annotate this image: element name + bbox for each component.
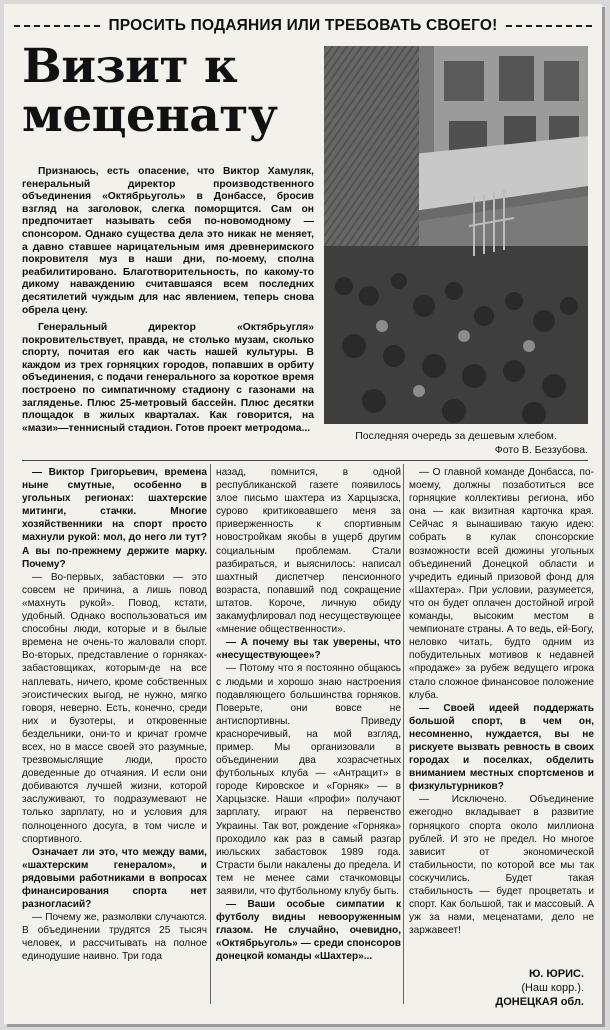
article-headline: Визит к меценату — [22, 39, 278, 143]
paragraph: — Исключено. Объединение ежегодно вкладывает в развитие горняцкого спорта около миллиона рублей. И это не предел. Но многое зависит от экономической стабильности, по которой все мы так соскучились. Будет такая стабильность — будет процветать и спорт. Как большой, так и массовый. А уж за нами, меценатами, дело не заржавеет! — [409, 794, 594, 937]
column-divider — [210, 464, 211, 1004]
photo-caption-block — [324, 429, 588, 457]
lead-text: Генеральный директор «Октябрьугля» покровительствует, правда, не столько музам, сколько спорту, почитая его как часть нашей культуры. В каждом из трех горняцких городов, попавших в орбиту объединения, с подачи генерального за короткое время построено по симпатичному стадиону с газонами на загляденье. Плюс 25-метровый бассейн. Плюс десятки площадок в жилых кварталах. Как говорится, на «мази»—теннисный стадион. Готов проект метродома... — [22, 322, 314, 434]
paragraph: назад, помнится, в одной республиканской газете появилось злое письмо шахтера из Харцызска, сурово критиковавшего меня за приверженность к спортивным новостройкам якобы в ущерб другим социальным проблемам. Стали разбираться, и выяснилось: написал шахтный диспетчер пенсионного возраста, попавший под сокращение штатов. Короче, личную обиду закамуфлировал под несуществующее «мнение общественности». — [216, 467, 401, 636]
column-divider — [403, 464, 404, 1004]
rubric-banner — [14, 14, 592, 38]
newspaper-page — [4, 4, 602, 1024]
paragraph: — Своей идеей поддержать большой спорт, в чем он, несомненно, нуждается, вы не рискуете вызвать ревность в своих городах и поселках, обделить вниманием местных спортсменов и физкультурников? — [409, 702, 594, 793]
section-divider — [22, 460, 588, 461]
intro-text: Признаюсь, есть опасение, что Виктор Хамуляк, генеральный директор производственного объединения «Октябрьуголь» в Донбассе, бросив взгляд на заголовок, слегка поморщится. Сам он предпочитает называть себя по-новомодному — спонсором. Однако существа дела это никак не меняет, а давно ставшее нарицательным имя древнеримского покровителя муз в наши дни, по-моему, сполна реабилитировано. Благотворительность, по какому-то дикому наваждению считавшаяся всем последних десятилетий чуждым для нас явлением, теперь снова обрела цену. — [22, 166, 314, 316]
author-region: ДОНЕЦКАЯ обл. — [495, 996, 584, 1008]
rubric-dashes-right — [506, 25, 592, 27]
intro-paragraph — [22, 166, 314, 317]
paragraph: — Виктор Григорьевич, времена ныне смутные, особенно в угольных регионах: шахтерские митинги, стачки. Многие хозяйственники на спорт просто махнули рукой: мол, до него ли тут? А вы по-прежнему держите марку. Почему? — [22, 467, 207, 570]
paragraph: — Потому что я постоянно общаюсь с людьми и хорошо знаю настроения подавляющего большинства горняков. Поверьте, они вовсе не антиспортивны. Приведу красноречивый, на мой взгляд, пример. Мы организовали в объединении два хозрасчетных футбольных клуба — «Антрацит» в городе Кировское и «Горняк» — в Харцызске. Наши «профи» получают зарплату, играют на первенство Украины. Так вот, рождение «Горняка» проходило как раз в самый разгар июльских забастовок 1989 года. Страсти были накалены до предела. И тем не менее сами стачкомовцы заявили, что футбольному клубу быть. — [216, 663, 401, 897]
text-column-1 — [22, 466, 207, 964]
rubric-dashes-left — [14, 25, 100, 27]
article-photo — [324, 46, 588, 424]
paragraph: — О главной команде Донбасса, по-моему, должны позаботиться все горняцкие коллективы региона, ибо она — как визитная карточка края. Сейчас я вынашиваю такую идею: собрать в кулак спонсорские возможности всей дюжины угольных объединений Донецкой области и учредить единый призовой фонд для «Шахтера». При условии, разумеется, что он будет оплачен достойной игрой команды, высоким местом в чемпионате страны. А то ведь, ей-Богу, неловко читать, будто одним из побудительных мотивов к недавней «продаже» за рубеж ведущего игрока стало сложное финансовое положение клуба. — [409, 467, 594, 701]
photo-caption: Последняя очередь за дешевым хлебом. — [355, 430, 557, 442]
byline — [495, 967, 584, 1009]
author-name: Ю. ЮРИС. — [528, 968, 584, 980]
rubric-title: ПРОСИТЬ ПОДАЯНИЯ ИЛИ ТРЕБОВАТЬ СВОЕГО! — [108, 17, 498, 34]
text-column-3 — [409, 466, 594, 937]
paragraph: — Почему же, размолвки случаются. В объединении трудятся 25 тысяч человек, и рассчитывать на полное единодушие наивно. Три года — [22, 912, 207, 963]
lead-paragraph — [22, 322, 314, 435]
paragraph: — Во-первых, забастовки — это совсем не причина, а лишь повод «махнуть рукой». Повод, кстати, удобный. Однако воспользоваться им способны люди, которые и в былые времена не очень-то жаловали спорт. Во-вторых, представление о горняках-забастовщиках, которым-де на все наплевать, ничего, кроме собственных эгоистических выгод, не нужно, мягко говоря, неверно. Есть, конечно, среди них и бузотеры, и откровенные бездельники, они-то и кричат громче всех, но в массе своей это разумные, трезвомыслящие люди, просто доведенные до отчаяния. И если они добиваются лучшей жизни, которой заслуживают, то подразумевают не только зарплату, но и условия для полноценного досуга, в том числе и спортивного. — [22, 571, 207, 845]
text-column-2 — [216, 466, 401, 964]
author-role: (Наш корр.). — [521, 982, 584, 994]
paragraph: — А почему вы так уверены, что «несуществующее»? — [216, 637, 401, 662]
paragraph: — Ваши особые симпатии к футболу видны невооруженным глазом. Не случайно, очевидно, «Октябрьуголь» — среди спонсоров донецкой команды «Шахтер»... — [216, 899, 401, 963]
photo-credit: Фото В. Беззубова. — [494, 444, 588, 456]
paragraph: Означает ли это, что между вами, «шахтерским генералом», и рядовыми работниками в вопросах финансирования спорта нет разногласий? — [22, 846, 207, 911]
